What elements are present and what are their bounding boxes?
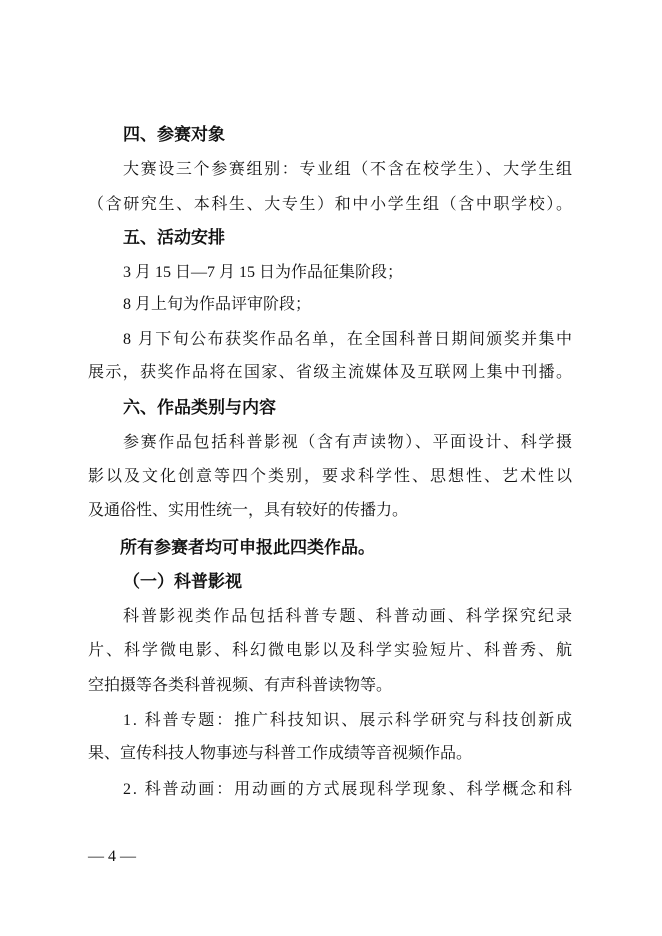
page-number: — 4 — [88,848,136,865]
paragraph-line: 8 月上旬为作品评审阶段； [123,296,312,313]
list-item-line: 果、宣传科技人物事迹与科普工作成绩等音视频作品。 [88,745,473,762]
list-item-line: 2. 科普动画：用动画的方式展现科学现象、科学概念和科 [123,781,574,798]
paragraph-line: 空拍摄等各类科普视频、有声科普读物等。 [88,677,393,694]
paragraph-line: 8 月下旬公布获奖作品名单，在全国科普日期间颁奖并集中 [123,331,574,348]
bold-statement: 所有参赛者均可申报此四类作品。 [120,538,375,558]
paragraph-line: （含研究生、本科生、大专生）和中小学生组（含中职学校）。 [88,196,574,213]
paragraph-line: 3 月 15 日—7 月 15 日为作品征集阶段； [123,264,404,281]
paragraph-line: 参赛作品包括科普影视（含有声读物）、平面设计、科学摄 [123,434,574,451]
subsection-heading-science-video: （一）科普影视 [123,572,242,592]
section-heading-categories: 六、作品类别与内容 [123,398,276,418]
paragraph-line: 展示，获奖作品将在国家、省级主流媒体及互联网上集中刊播。 [88,364,574,381]
section-heading-participants: 四、参赛对象 [123,125,225,145]
paragraph-line: 及通俗性、实用性统一，具有较好的传播力。 [88,502,409,519]
section-heading-schedule: 五、活动安排 [123,228,225,248]
list-item-line: 1. 科普专题：推广科技知识、展示科学研究与科技创新成 [123,712,574,729]
paragraph-line: 大赛设三个参赛组别：专业组（不含在校学生）、大学生组 [123,161,574,178]
paragraph-line: 影以及文化创意等四个类别，要求科学性、思想性、艺术性以 [88,468,574,485]
paragraph-line: 科普影视类作品包括科普专题、科普动画、科学探究纪录 [123,608,575,625]
paragraph-line: 片、科学微电影、科幻微电影以及科学实验短片、科普秀、航 [88,642,574,659]
